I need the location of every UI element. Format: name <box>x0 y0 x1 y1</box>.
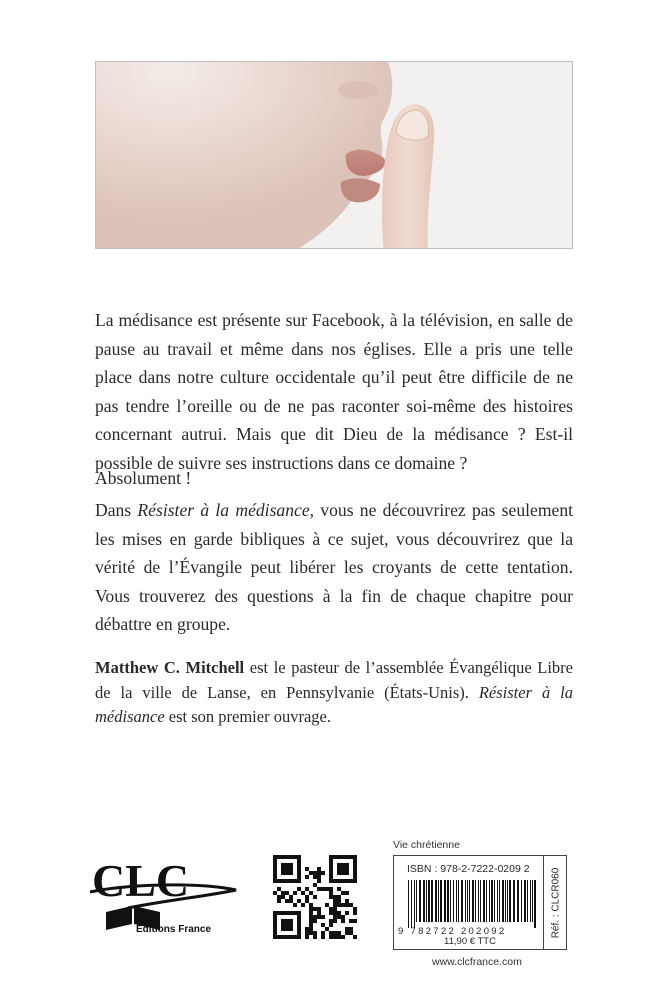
barcode-icon <box>402 880 542 928</box>
qr-code-icon <box>273 855 357 939</box>
reference-strip <box>543 856 567 949</box>
barcode-box <box>393 855 567 950</box>
clc-logo-icon <box>88 852 238 942</box>
reference-text: Réf. : CLCR060 <box>550 867 561 938</box>
price-text: 11,90 € TTC <box>444 936 496 947</box>
blurb-body-after: , vous ne découvrirez pas seulement les mises en garde bibliques à ce sujet, vous découvrirez que la vérité de l’Évangile peut libérer les croyants de cette tentation. Vous trouverez des questions à la fin de chaque chapitre pour débattre en groupe. <box>95 500 573 634</box>
blurb-exclamation: Absolument ! <box>95 468 192 488</box>
blurb-intro: La médisance est présente sur Facebook, à la télévision, en salle de pause au travail et même dans nos églises. Elle a pris une telle place dans notre culture occidentale qu’il peut être difficile de ne pas tendre l’oreille ou de ne pas raconter soi-même des histoires concernant autrui. Mais que dit Dieu de la médisance ? Est-il possible de suivre ses instructions dans ce domaine ? <box>95 310 573 473</box>
publisher-logo <box>88 852 238 942</box>
author-bio-after: est son premier ouvrage. <box>164 707 331 726</box>
logo-text: CLC <box>92 855 190 906</box>
isbn-text: ISBN : 978-2-7222-0209 2 <box>407 863 530 875</box>
blurb-body-before: Dans <box>95 500 138 520</box>
author-bio-before: est le pasteur de l’assemblée Évangélique Libre de la ville de Lanse, en Pennsylvanie (États-Unis). <box>95 658 573 702</box>
book-title-italic: Résister à la médisance <box>137 500 310 520</box>
barcode-digits: 9 782722 202092 <box>398 926 507 937</box>
author-name: Matthew C. Mitchell <box>95 658 245 677</box>
finger-on-lips-photo <box>96 62 573 249</box>
website-link[interactable]: www.clcfrance.com <box>432 956 522 968</box>
author-bio <box>95 656 573 730</box>
cover-photo <box>95 61 573 249</box>
qr-code[interactable] <box>273 855 357 939</box>
blurb-body <box>95 496 573 639</box>
author-book-title: Résister à la médisance <box>95 682 573 726</box>
logo-subtitle: Éditions France <box>136 924 212 935</box>
category-label: Vie chrétienne <box>393 839 460 851</box>
